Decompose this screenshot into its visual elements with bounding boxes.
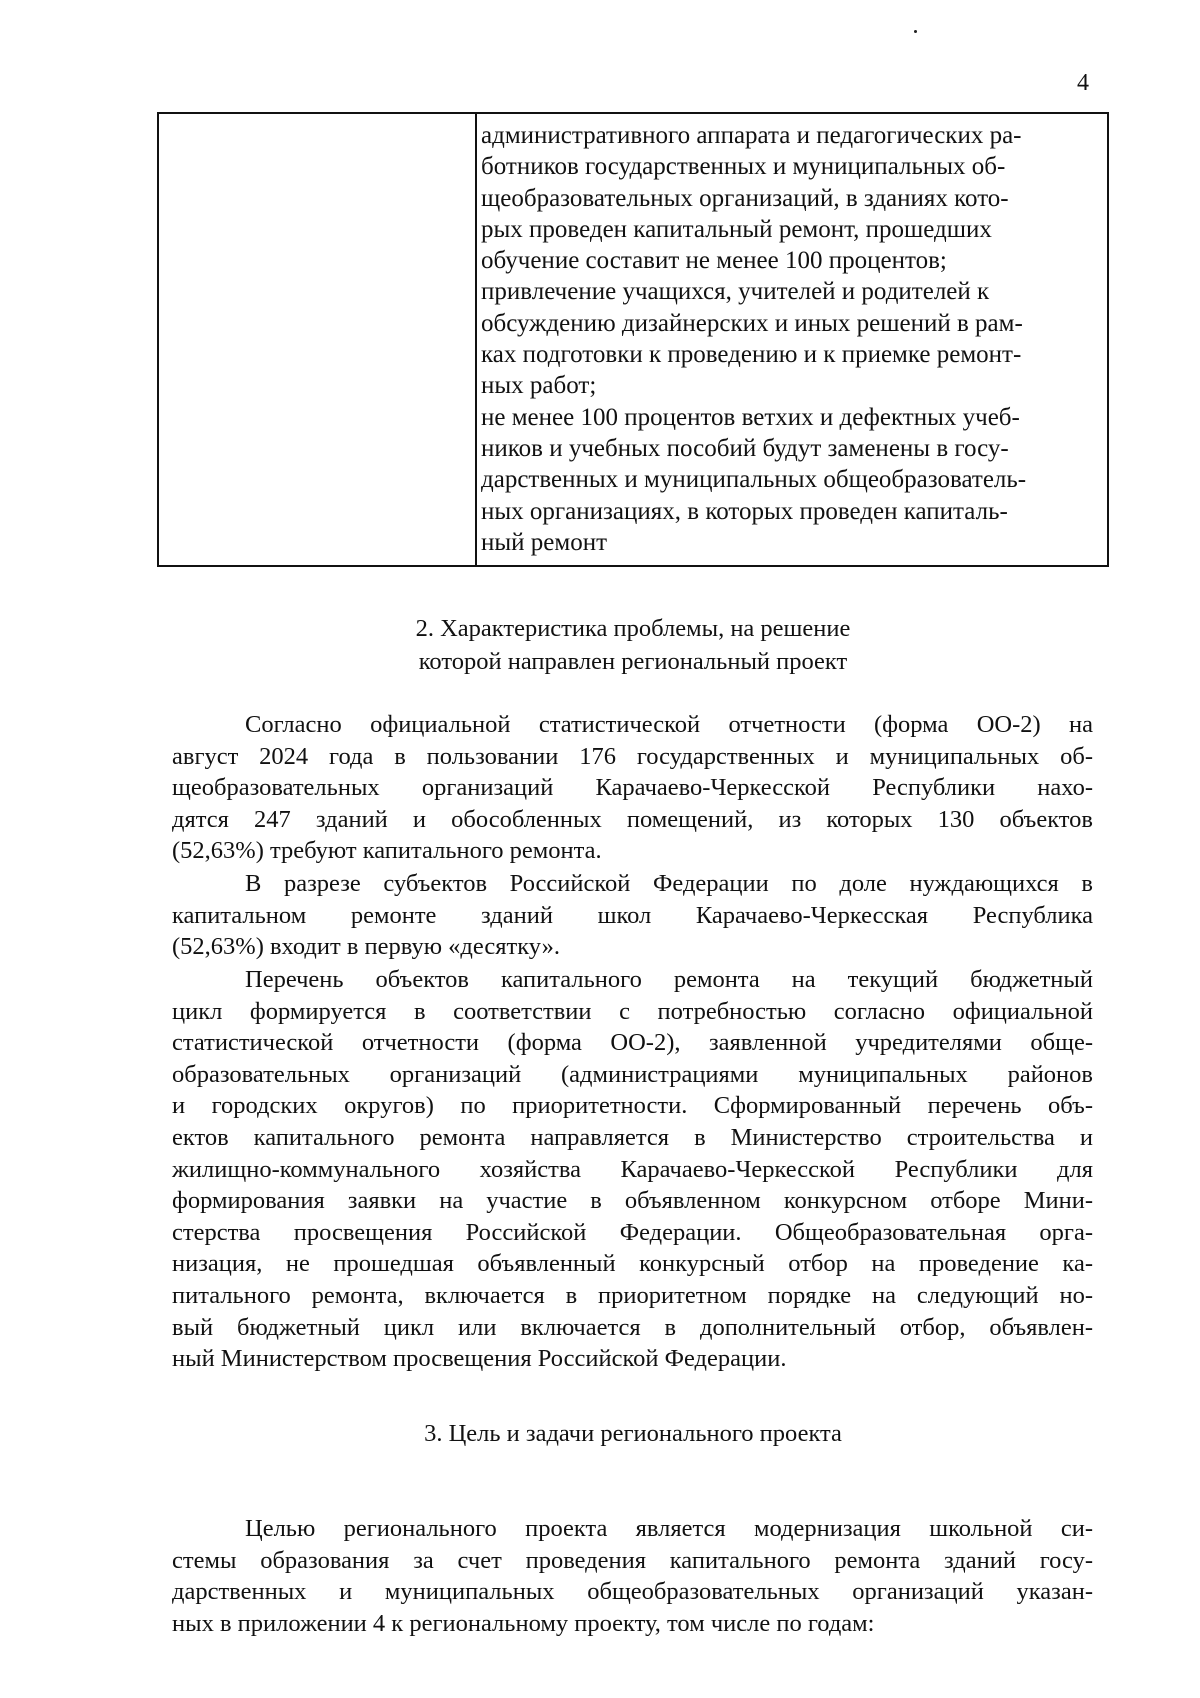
scan-speck: [914, 30, 917, 33]
table-cell-line: ных организациях, в которых проведен капиталь-: [481, 497, 1008, 525]
paragraph-line: дарственных и муниципальных общеобразовательных организаций указан-: [172, 1578, 1093, 1606]
paragraph-line: стемы образования за счет проведения капитального ремонта зданий госу-: [172, 1546, 1093, 1574]
section-3-paragraph: [172, 1513, 1093, 1639]
table-cell-line: ках подготовки к проведению и к приемке ремонт-: [481, 341, 1022, 369]
paragraph-line: ектов капитального ремонта направляется в Министерство строительства и: [172, 1123, 1093, 1151]
paragraph-line: жилищно-коммунального хозяйства Карачаево-Черкесской Республики для: [172, 1155, 1093, 1183]
paragraph-line: (52,63%) требуют капитального ремонта.: [172, 837, 602, 865]
paragraph-line: вый бюджетный цикл или включается в дополнительный отбор, объявлен-: [172, 1313, 1093, 1341]
paragraph-line: В разрезе субъектов Российской Федерации по доле нуждающихся в: [245, 870, 1093, 897]
paragraph-line: дятся 247 зданий и обособленных помещений, из которых 130 объектов: [172, 805, 1093, 833]
section-2-paragraph-1: [172, 709, 1093, 867]
table-cell-line: обсуждению дизайнерских и иных решений в рам-: [481, 309, 1023, 337]
paragraph-line: стерства просвещения Российской Федерации. Общеобразовательная орга-: [172, 1218, 1093, 1246]
table-cell-line: административного аппарата и педагогических ра-: [481, 122, 1022, 149]
section-2-heading-line: 2. Характеристика проблемы, на решение: [415, 615, 851, 642]
paragraph-line: цикл формируется в соответствии с потребностью согласно официальной: [172, 997, 1093, 1025]
paragraph-line: образовательных организаций (администрациями муниципальных районов: [172, 1060, 1093, 1088]
paragraph-line: ный Министерством просвещения Российской Федерации.: [172, 1345, 787, 1373]
paragraph-line: щеобразовательных организаций Карачаево-Черкесской Республики нахо-: [172, 774, 1093, 802]
table-cell-line: привлечение учащихся, учителей и родителей к: [481, 278, 990, 306]
table-left-cell: [159, 114, 477, 565]
table-right-cell: [477, 114, 1107, 565]
paragraph-line: питального ремонта, включается в приоритетном порядке на следующий но-: [172, 1281, 1093, 1309]
section-3-heading-line: 3. Цель и задачи регионального проекта: [424, 1420, 842, 1447]
continuation-table: [157, 112, 1109, 567]
paragraph-line: Целью регионального проекта является модернизация школьной си-: [245, 1515, 1093, 1542]
section-2-heading: [157, 612, 1109, 678]
paragraph-line: формирования заявки на участие в объявленном конкурсном отборе Мини-: [172, 1187, 1093, 1215]
table-cell-line: ных работ;: [481, 372, 597, 400]
table-cell-line: рых проведен капитальный ремонт, прошедших: [481, 215, 992, 243]
paragraph-line: низация, не прошедшая объявленный конкурсный отбор на проведение ка-: [172, 1250, 1093, 1278]
table-cell-line: обучение составит не менее 100 процентов;: [481, 247, 947, 275]
section-2-paragraph-2: [172, 868, 1093, 963]
page-number: 4: [1077, 70, 1089, 96]
paragraph-line: (52,63%) входит в первую «десятку».: [172, 933, 560, 961]
paragraph-line: капитальном ремонте зданий школ Карачаево-Черкесская Республика: [172, 901, 1093, 929]
paragraph-line: и городских округов) по приоритетности. Сформированный перечень объ-: [172, 1092, 1093, 1120]
table-cell-line: не менее 100 процентов ветхих и дефектных учеб-: [481, 403, 1020, 431]
table-cell-line: ный ремонт: [481, 528, 608, 556]
paragraph-line: ных в приложении 4 к региональному проекту, том числе по годам:: [172, 1609, 875, 1637]
table-cell-line: ников и учебных пособий будут заменены в госу-: [481, 434, 1009, 462]
section-3-heading: [157, 1417, 1109, 1450]
table-cell-line: ботников государственных и муниципальных об-: [481, 153, 1006, 181]
table-cell-line: щеобразовательных организаций, в зданиях кото-: [481, 184, 1009, 212]
paragraph-line: август 2024 года в пользовании 176 государственных и муниципальных об-: [172, 742, 1093, 770]
paragraph-line: Согласно официальной статистической отчетности (форма ОО-2) на: [245, 711, 1093, 738]
table-cell-line: дарственных и муниципальных общеобразователь-: [481, 466, 1027, 494]
paragraph-line: статистической отчетности (форма ОО-2), заявленной учредителями обще-: [172, 1029, 1093, 1057]
paragraph-line: Перечень объектов капитального ремонта на текущий бюджетный: [245, 966, 1093, 993]
section-2-heading-line: которой направлен региональный проект: [418, 648, 848, 675]
section-2-paragraph-3: [172, 964, 1093, 1375]
